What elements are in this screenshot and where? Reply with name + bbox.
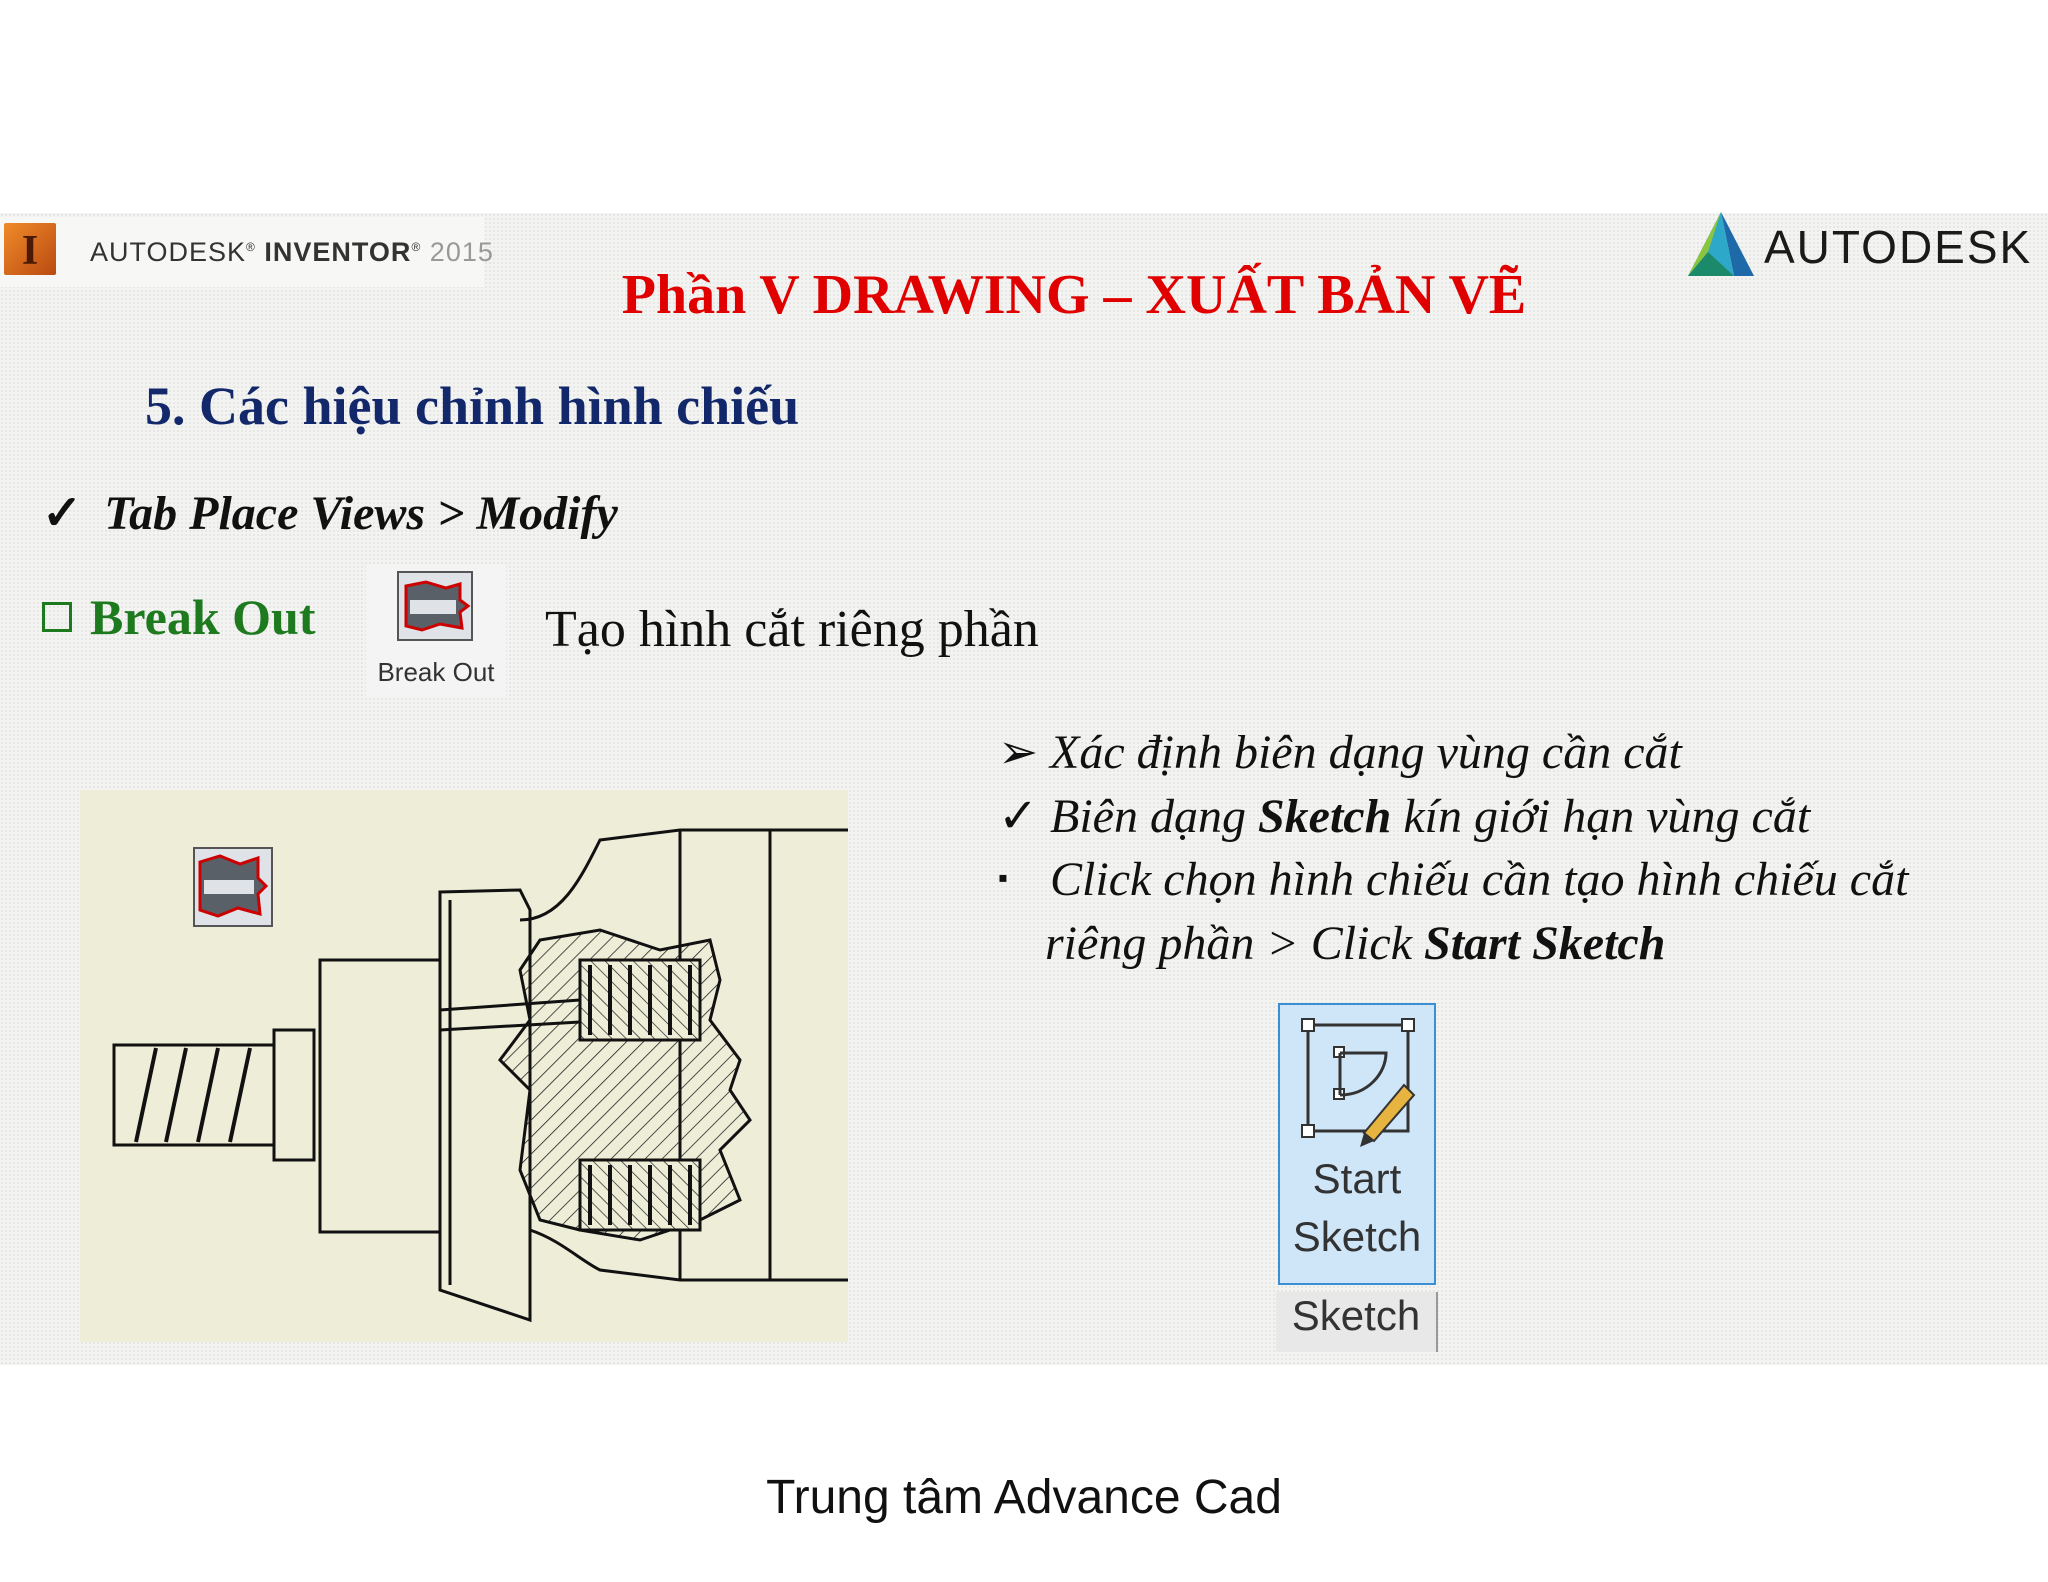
- bullet-2: [998, 788, 1810, 844]
- bullet-2-text-b: kín giới hạn vùng cắt: [1391, 790, 1811, 843]
- start-sketch-button[interactable]: [1278, 1003, 1436, 1285]
- start-sketch-label-2: Sketch: [1292, 1213, 1422, 1260]
- shaft-section-drawing: [80, 790, 848, 1342]
- break-out-button[interactable]: [366, 564, 506, 696]
- inventor-year: 2015: [429, 237, 494, 267]
- bullet-3-text: Click chọn hình chiếu cần tạo hình chiếu cắt: [1050, 853, 1909, 906]
- inventor-i-icon: I: [4, 223, 56, 275]
- start-sketch-label-1: Start: [1312, 1155, 1402, 1202]
- bullet-3: [998, 852, 1908, 907]
- bullet-1: [998, 724, 1682, 780]
- arrow-bullet-icon: ➢: [998, 726, 1039, 779]
- break-out-button-label: Break Out: [377, 657, 495, 687]
- break-out-description: Tạo hình cắt riêng phần: [545, 601, 1039, 658]
- autodesk-wordmark: AUTODESK: [1764, 221, 2033, 273]
- bullet-2-bold: Sketch: [1257, 790, 1392, 843]
- tab-instruction-text: Tab Place Views > Modify: [104, 487, 618, 540]
- start-sketch-bold: Start Sketch: [1424, 917, 1666, 970]
- page-title: Phần V DRAWING – XUẤT BẢN VẼ: [621, 264, 1527, 326]
- sketch-group-label: Sketch: [1276, 1292, 1438, 1352]
- footer-text: Trung tâm Advance Cad: [766, 1471, 1282, 1524]
- inventor-logo-text: AUTODESK® INVENTOR® 2015: [90, 237, 494, 267]
- break-out-drawing-image: [80, 790, 848, 1342]
- break-out-heading-text: Break Out: [90, 589, 316, 645]
- bullet-3-continued: [1045, 916, 1665, 971]
- bullet-2-text-a: Biên dạng: [1050, 790, 1258, 843]
- checkbox-square-icon: [42, 602, 72, 632]
- break-out-icon: [396, 570, 476, 642]
- start-sketch-icon: [1298, 1013, 1418, 1153]
- check-icon: ✓: [42, 487, 83, 540]
- bullet-4-text: riêng phần > Click: [1045, 917, 1425, 970]
- inventor-product: INVENTOR: [264, 237, 412, 267]
- square-bullet-icon: ▪: [998, 863, 1008, 894]
- break-out-icon-in-drawing: [194, 848, 272, 926]
- section-subtitle: 5. Các hiệu chỉnh hình chiếu: [145, 376, 800, 436]
- break-out-heading: [42, 588, 316, 646]
- tab-instruction: [42, 485, 618, 541]
- check-bullet-icon: ✓: [998, 790, 1039, 843]
- inventor-brand: AUTODESK: [90, 237, 247, 267]
- bullet-1-text: Xác định biên dạng vùng cần cắt: [1050, 726, 1682, 779]
